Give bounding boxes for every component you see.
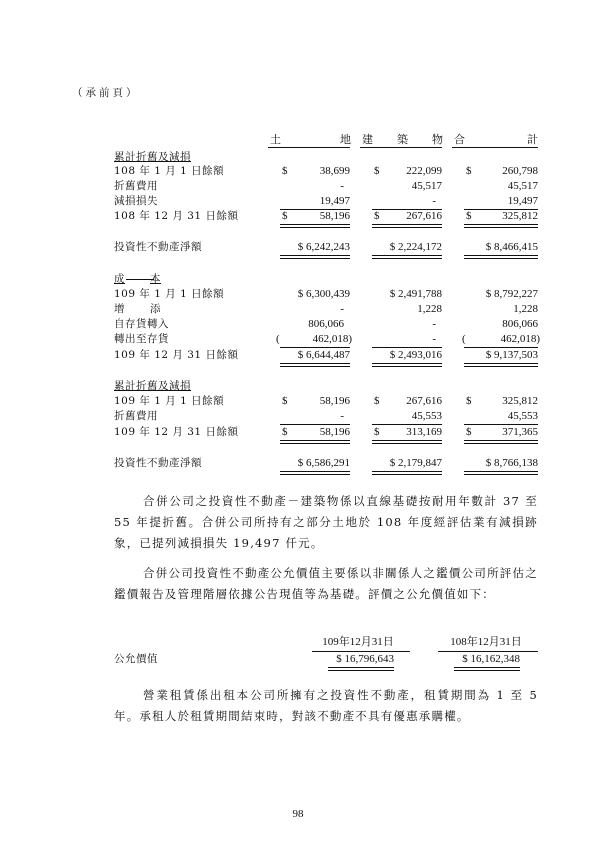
fair-col1-rule bbox=[312, 651, 410, 652]
sec1-net-bldg: $ 2,224,172 bbox=[389, 241, 442, 253]
sec3-row2-land: - bbox=[340, 410, 344, 422]
sec2-row4-land-paren: ( bbox=[276, 333, 280, 345]
sec2-row1-total: $ 8,792,227 bbox=[485, 288, 538, 300]
page-number: 98 bbox=[292, 808, 304, 820]
header-rule-bldg bbox=[360, 147, 442, 148]
sec3-row2-bldg: 45,553 bbox=[411, 410, 442, 422]
header-bldg-2: 築 bbox=[397, 133, 408, 146]
sec1-row3-label: 減損損失 bbox=[114, 195, 158, 207]
fair-value-label: 公允價值 bbox=[114, 653, 158, 665]
sec2-total-rule-bldg bbox=[372, 363, 442, 367]
fair-col2-rule bbox=[438, 651, 538, 652]
sec3-net-rule-bldg bbox=[372, 471, 442, 475]
sec3-net-land: $ 6,586,291 bbox=[297, 457, 350, 469]
sec3-row1-land: 58,196 bbox=[319, 395, 350, 407]
sec1-row4-land: 58,196 bbox=[319, 210, 350, 222]
sec3-net-label: 投資性不動產淨額 bbox=[114, 457, 202, 469]
sec1-row2-bldg: 45,517 bbox=[411, 180, 442, 192]
sec2-row4-total: 462,018) bbox=[500, 333, 540, 345]
sec1-row4-bldg: 267,616 bbox=[406, 210, 442, 222]
sec2-row3-bldg: - bbox=[432, 318, 436, 330]
sec2-row5-total: $ 9,137,503 bbox=[485, 349, 538, 361]
fair-col2-header: 108年12月31日 bbox=[450, 636, 522, 648]
sec1-title: 累計折舊及減損 bbox=[114, 151, 191, 163]
sec3-title: 累計折舊及減損 bbox=[114, 380, 191, 392]
sec3-row1-label: 109 年 1 月 1 日餘額 bbox=[114, 395, 225, 407]
sec1-total-rule-total bbox=[464, 224, 538, 228]
sec3-total-rule-total bbox=[464, 440, 538, 444]
sec2-row2-label-1: 增 bbox=[114, 303, 125, 315]
header-total-2: 計 bbox=[527, 133, 538, 146]
sec3-row3-label: 109 年 12 月 31 日餘額 bbox=[114, 426, 239, 438]
sec3-row3-total: 371,365 bbox=[502, 426, 538, 438]
sec3-row2-total: 45,553 bbox=[507, 410, 538, 422]
fair-value-109: $ 16,796,643 bbox=[336, 653, 394, 665]
sec1-row1-land-dollar: $ bbox=[282, 165, 288, 177]
sec2-row3-label: 自存貨轉入 bbox=[114, 318, 169, 330]
paragraph-depreciation: 合併公司之投資性不動產－建築物係以直線基礎按耐用年數計 37 至 55 年提折舊。合併公司所持有之部分土地於 108 年度經評估業有減損跡象，已提列減損損失 19,497 仟元。 bbox=[114, 494, 538, 550]
sec2-row4-label: 轉出至存貨 bbox=[114, 333, 169, 345]
sec2-row4-total-paren: ( bbox=[462, 333, 466, 345]
sec1-row4-total: 325,812 bbox=[502, 210, 538, 222]
header-rule-land bbox=[268, 147, 350, 148]
sec1-row4-total-dollar: $ bbox=[466, 210, 472, 222]
sec3-sum-rule-land bbox=[280, 424, 350, 425]
sec3-net-rule-land bbox=[280, 471, 350, 475]
sec3-row1-total-dollar: $ bbox=[466, 395, 472, 407]
paragraph-fair-value: 合併公司投資性不動產公允價值主要係以非關係人之鑑價公司所評估之鑑價報告及管理階層依據公告現值等為基礎。評價之公允價值如下： bbox=[114, 566, 538, 601]
sec3-net-rule-total bbox=[464, 471, 538, 475]
sec2-row2-total: 1,228 bbox=[513, 303, 538, 315]
sec3-sum-rule-total bbox=[464, 424, 538, 425]
sec2-sum-rule-total bbox=[464, 347, 538, 348]
sec1-net-land: $ 6,242,243 bbox=[297, 241, 350, 253]
fair-col1-header: 109年12月31日 bbox=[322, 636, 394, 648]
sec3-row3-bldg: 313,169 bbox=[406, 426, 442, 438]
sec1-row3-bldg: - bbox=[432, 195, 436, 207]
sec1-row2-total: 45,517 bbox=[507, 180, 538, 192]
sec1-net-rule-total bbox=[464, 255, 538, 259]
continued-label: （承前頁） bbox=[72, 87, 140, 99]
sec1-row1-bldg: 222,099 bbox=[406, 165, 442, 177]
fair-value-109-rule bbox=[328, 667, 394, 671]
sec2-total-rule-land bbox=[280, 363, 350, 367]
sec3-row1-total: 325,812 bbox=[502, 395, 538, 407]
fair-value-108: $ 16,162,348 bbox=[462, 653, 520, 665]
sec2-row1-label: 109 年 1 月 1 日餘額 bbox=[114, 288, 225, 300]
sec2-row3-land: 806,066 bbox=[308, 318, 344, 330]
sec2-row5-label: 109 年 12 月 31 日餘額 bbox=[114, 349, 239, 361]
sec2-row5-land: $ 6,644,487 bbox=[297, 349, 350, 361]
sec3-net-bldg: $ 2,179,847 bbox=[389, 457, 442, 469]
sec1-net-label: 投資性不動產淨額 bbox=[114, 241, 202, 253]
sec1-total-rule-land bbox=[280, 224, 350, 228]
header-land-2: 地 bbox=[340, 133, 351, 146]
sec3-total-rule-land bbox=[280, 440, 350, 444]
sec2-sum-rule-bldg bbox=[372, 347, 442, 348]
sec2-row2-bldg: 1,228 bbox=[417, 303, 442, 315]
paragraph-operating-lease: 營業租賃係出租本公司所擁有之投資性不動產，租賃期間為 1 至 5 年。承租人於租賃期間結束時，對該不動產不具有優惠承購權。 bbox=[114, 688, 538, 723]
sec1-row1-total-dollar: $ bbox=[466, 165, 472, 177]
sec2-row3-total: 806,066 bbox=[502, 318, 538, 330]
header-rule-total bbox=[452, 147, 538, 148]
sec3-row2-label: 折舊費用 bbox=[114, 410, 158, 422]
sec3-row1-bldg: 267,616 bbox=[406, 395, 442, 407]
sec1-row4-bldg-dollar: $ bbox=[374, 210, 380, 222]
sec3-row3-land: 58,196 bbox=[319, 426, 350, 438]
sec1-row1-total: 260,798 bbox=[502, 165, 538, 177]
fair-value-108-rule bbox=[454, 667, 520, 671]
sec1-row3-land: 19,497 bbox=[319, 195, 350, 207]
sec3-row3-bldg-dollar: $ bbox=[374, 426, 380, 438]
sec1-net-rule-bldg bbox=[372, 255, 442, 259]
sec2-title-1: 成 bbox=[114, 273, 125, 285]
sec1-net-total: $ 8,466,415 bbox=[485, 241, 538, 253]
sec3-sum-rule-bldg bbox=[372, 424, 442, 425]
sec3-row1-bldg-dollar: $ bbox=[374, 395, 380, 407]
sec1-row1-land: 38,699 bbox=[319, 165, 350, 177]
sec3-row1-land-dollar: $ bbox=[282, 395, 288, 407]
sec1-row4-label: 108 年 12 月 31 日餘額 bbox=[114, 210, 239, 222]
header-total-1: 合 bbox=[454, 133, 465, 146]
sec2-row4-bldg: - bbox=[432, 333, 436, 345]
sec2-row1-land: $ 6,300,439 bbox=[297, 288, 350, 300]
sec2-row2-label-2: 添 bbox=[150, 303, 161, 315]
sec2-row1-bldg: $ 2,491,788 bbox=[389, 288, 442, 300]
sec3-net-total: $ 8,766,138 bbox=[485, 457, 538, 469]
header-bldg-3: 物 bbox=[432, 133, 443, 146]
sec1-row2-label: 折舊費用 bbox=[114, 180, 158, 192]
sec2-row4-land: 462,018) bbox=[312, 333, 352, 345]
sec2-sum-rule-land bbox=[280, 347, 350, 348]
header-land-1: 土 bbox=[270, 133, 281, 146]
sec1-row1-label: 108 年 1 月 1 日餘額 bbox=[114, 165, 225, 177]
sec1-row3-total: 19,497 bbox=[507, 195, 538, 207]
sec1-total-rule-bldg bbox=[372, 224, 442, 228]
sec3-row3-land-dollar: $ bbox=[282, 426, 288, 438]
sec1-row1-bldg-dollar: $ bbox=[374, 165, 380, 177]
sec1-row2-land: - bbox=[340, 180, 344, 192]
sec1-net-rule-land bbox=[280, 255, 350, 259]
sec3-row3-total-dollar: $ bbox=[466, 426, 472, 438]
sec1-row4-land-dollar: $ bbox=[282, 210, 288, 222]
sec2-row2-land: - bbox=[340, 303, 344, 315]
sec2-total-rule-total bbox=[464, 363, 538, 367]
sec3-total-rule-bldg bbox=[372, 440, 442, 444]
sec2-title-2: 本 bbox=[150, 273, 161, 285]
sec2-row5-bldg: $ 2,493,016 bbox=[389, 349, 442, 361]
header-bldg-1: 建 bbox=[362, 133, 373, 146]
